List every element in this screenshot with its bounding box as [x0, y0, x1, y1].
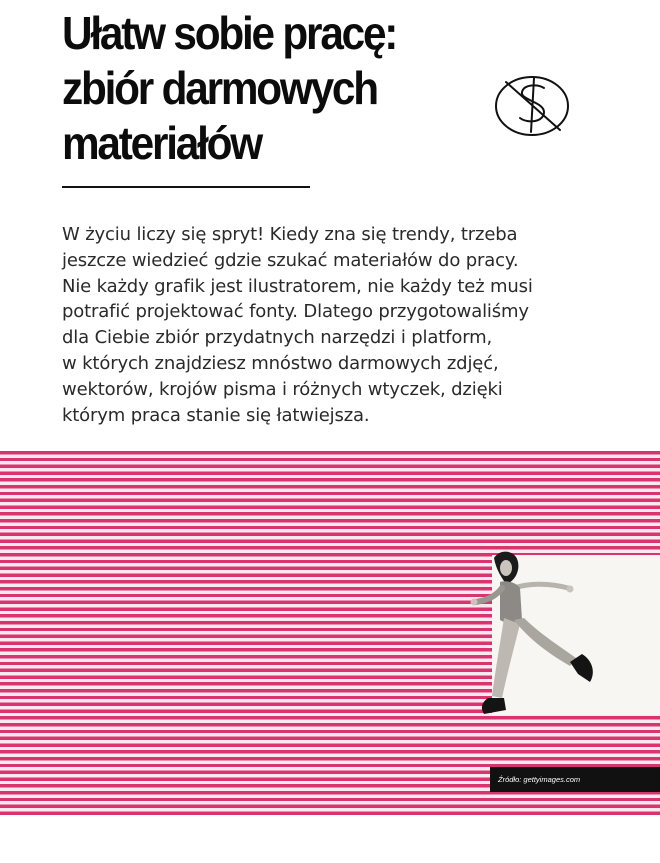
title-line: zbiór darmowych [62, 62, 377, 114]
intro-line: W życiu liczy się spryt! Kiedy zna się trendy, trzeba [62, 224, 518, 245]
title-line: Ułatw sobie pracę: [62, 7, 397, 59]
no-dollar-icon [494, 72, 572, 138]
intro-paragraph [62, 222, 622, 428]
intro-line: wektorów, krojów pisma i różnych wtyczek, dzięki [62, 378, 503, 400]
running-woman-photo [466, 548, 606, 720]
intro-line: w których znajdziesz mnóstwo darmowych zdjęć, [62, 352, 499, 374]
title-line: materiałów [62, 117, 262, 169]
photo-credit: Źródło: gettyimages.com [490, 767, 660, 792]
intro-line: jeszcze wiedzieć gdzie szukać materiałów do pracy. [62, 249, 519, 271]
title-divider [62, 186, 310, 188]
article-title [62, 6, 467, 171]
intro-line: Nie każdy grafik jest ilustratorem, nie każdy też musi [62, 275, 533, 297]
intro-line: którym praca stanie się łatwiejsza. [62, 404, 370, 426]
intro-line: dla Ciebie zbiór przydatnych narzędzi i platform, [62, 327, 493, 349]
intro-line: potrafić projektować fonty. Dlatego przygotowaliśmy [62, 301, 529, 323]
